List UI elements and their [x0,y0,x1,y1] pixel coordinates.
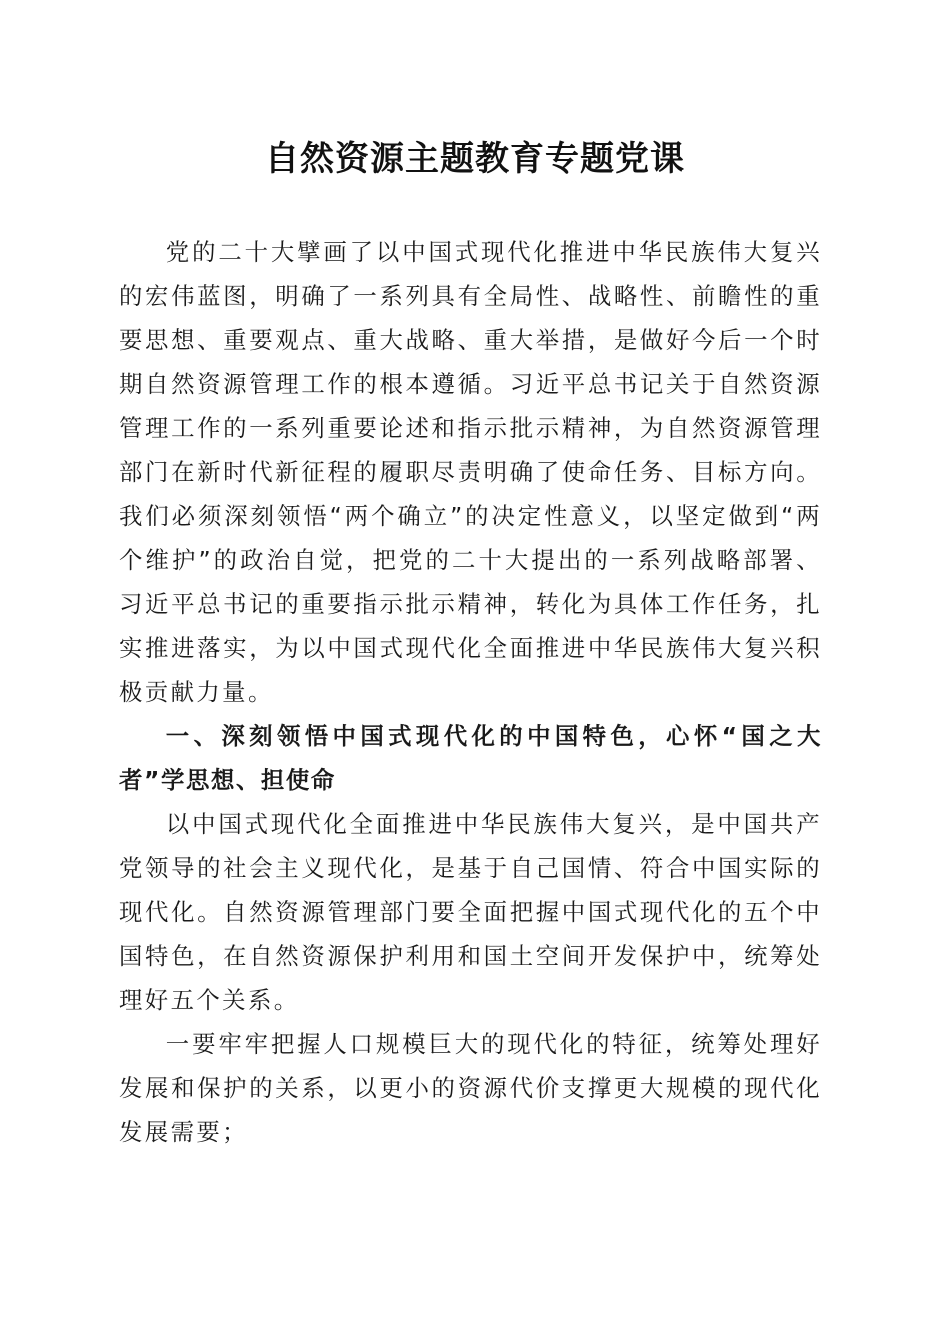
document-title: 自然资源主题教育专题党课 [265,139,685,179]
paragraph-point-1: 一要牢牢把握人口规模巨大的现代化的特征，统筹处理好发展和保护的关系，以更小的资源代价支撑更大规模的现代化发展需要； [119,1030,822,1146]
paragraph-intro: 党的二十大擘画了以中国式现代化推进中华民族伟大复兴的宏伟蓝图，明确了一系列具有全局性、战略性、前瞻性的重要思想、重要观点、重大战略、重大举措，是做好今后一个时期自然资源管理工作的根本遵循。习近平总书记关于自然资源管理工作的一系列重要论述和指示批示精神，为自然资源管理部门在新时代新征程的履职尽责明确了使命任务、目标方向。我们必须深刻领悟“两个确立”的决定性意义，以坚定做到“两个维护”的政治自觉，把党的二十大提出的一系列战略部署、习近平总书记的重要指示批示精神，转化为具体工作任务，扎实推进落实，为以中国式现代化全面推进中华民族伟大复兴积极贡献力量。 [119,238,822,706]
paragraph-section-1: 以中国式现代化全面推进中华民族伟大复兴，是中国共产党领导的社会主义现代化，是基于自己国情、符合中国实际的现代化。自然资源管理部门要全面把握中国式现代化的五个中国特色，在自然资源保护利用和国土空间开发保护中，统筹处理好五个关系。 [119,810,822,1014]
document-body [119,230,822,1154]
section-heading-1: 一、深刻领悟中国式现代化的中国特色，心怀“国之大者”学思想、担使命 [119,722,822,794]
